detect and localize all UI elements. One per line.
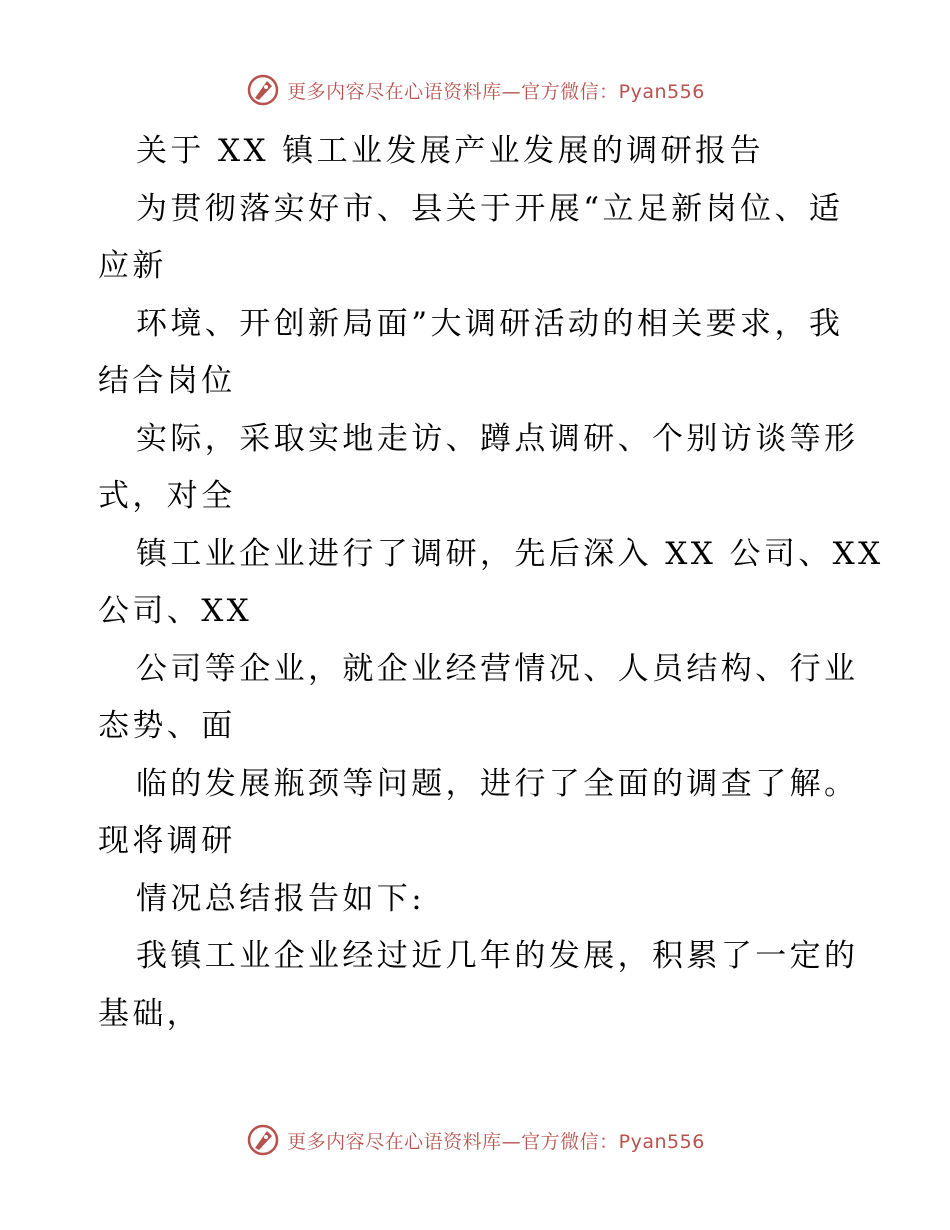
header-banner-text: 更多内容尽在心语资料库—官方微信：Pyan556: [287, 80, 705, 103]
footer-banner-text: 更多内容尽在心语资料库—官方微信：Pyan556: [287, 1130, 705, 1153]
text-line: 公司等企业，就企业经营情况、人员结构、行业: [136, 650, 859, 687]
text-line: 公司、XX: [98, 593, 253, 629]
text-line: 现将调研: [98, 823, 236, 859]
text-line: 应新: [98, 248, 167, 284]
pen-nib-logo-icon: [245, 1122, 281, 1158]
text-line: 情况总结报告如下:: [136, 880, 426, 917]
document-body: [98, 123, 884, 1043]
document-title: 关于 XX 镇工业发展产业发展的调研报告: [136, 133, 764, 169]
text-line: 临的发展瓶颈等问题，进行了全面的调查了解。: [136, 765, 859, 802]
text-line: 式，对全: [98, 478, 236, 514]
pen-nib-logo-icon: [245, 72, 281, 108]
text-line: 为贯彻落实好市、县关于开展“立足新岗位、适: [136, 190, 844, 227]
footer-banner: [0, 1122, 950, 1158]
text-line: 环境、开创新局面”大调研活动的相关要求，我: [136, 305, 844, 342]
header-banner: [0, 72, 950, 108]
text-line: 我镇工业企业经过近几年的发展，积累了一定的: [136, 938, 859, 974]
text-line: 实际，采取实地走访、蹲点调研、个别访谈等形: [136, 420, 859, 457]
text-line: 镇工业企业进行了调研，先后深入 XX 公司、XX: [136, 535, 884, 572]
text-line: 态势、面: [98, 708, 236, 744]
text-line: 基础，: [98, 995, 202, 1032]
text-line: 结合岗位: [98, 363, 236, 399]
